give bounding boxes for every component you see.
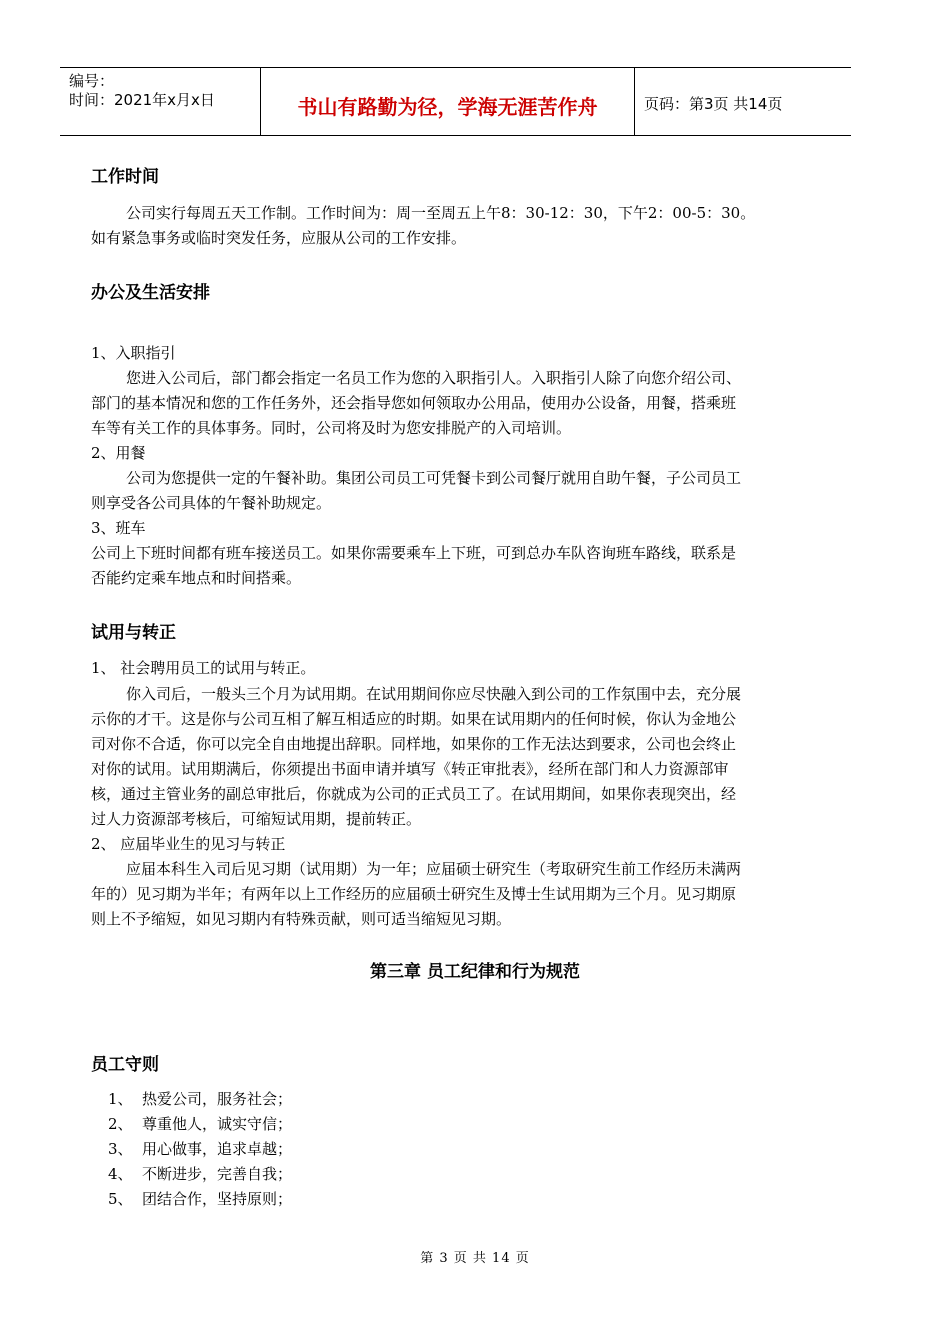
paragraph-line: 过人力资源部考核后，可缩短试用期，提前转正。 xyxy=(91,810,422,828)
paragraph-line: 部门的基本情况和您的工作任务外，还会指导您如何领取办公用品，使用办公设备，用餐，搭乘班 xyxy=(91,394,737,412)
list-item-number: 3、 xyxy=(108,1140,133,1158)
paragraph-line: 您进入公司后，部门都会指定一名员工作为您的入职指引人。入职指引人除了向您介绍公司、 xyxy=(126,369,742,387)
page-header xyxy=(60,67,851,136)
paragraph-line: 司对你不合适，你可以完全自由地提出辞职。同样地，如果你的工作无法达到要求，公司也会终止 xyxy=(91,735,737,753)
item-title: 2、 应届毕业生的见习与转正 xyxy=(91,835,286,853)
list-item xyxy=(108,1114,292,1134)
list-item xyxy=(108,1089,292,1109)
paragraph-line: 示你的才干。这是你与公司互相了解互相适应的时期。如果在试用期内的任何时候，你认为金地公 xyxy=(91,710,737,728)
date-line: 时间：2021年x月x日 xyxy=(69,91,215,109)
list-item-text: 尊重他人，诚实守信； xyxy=(142,1115,293,1133)
list-item-text: 用心做事，追求卓越； xyxy=(142,1140,293,1158)
item-title: 2、用餐 xyxy=(91,444,146,462)
list-item-text: 团结合作，坚持原则； xyxy=(142,1190,293,1208)
item-title: 1、 社会聘用员工的试用与转正。 xyxy=(91,659,316,677)
list-item xyxy=(108,1139,292,1159)
list-item-number: 5、 xyxy=(108,1190,133,1208)
list-item xyxy=(108,1164,292,1184)
paragraph-line: 对你的试用。试用期满后，你须提出书面申请并填写《转正审批表》，经所在部门和人力资源部审 xyxy=(91,760,729,778)
paragraph-line: 车等有关工作的具体事务。同时，公司将及时为您安排脱产的入司培训。 xyxy=(91,419,572,437)
list-item-text: 热爱公司，服务社会； xyxy=(142,1090,293,1108)
list-item-number: 2、 xyxy=(108,1115,133,1133)
paragraph-line: 否能约定乘车地点和时间搭乘。 xyxy=(91,569,302,587)
paragraph-line: 公司为您提供一定的午餐补助。集团公司员工可凭餐卡到公司餐厅就用自助午餐，子公司员工 xyxy=(126,469,742,487)
paragraph-line: 年的）见习期为半年；有两年以上工作经历的应届硕士研究生及博士生试用期为三个月。见习期原 xyxy=(91,885,737,903)
chapter-title: 第三章 员工纪律和行为规范 xyxy=(370,962,580,982)
item-title: 1、入职指引 xyxy=(91,344,176,362)
paragraph-line: 公司实行每周五天工作制。工作时间为：周一至周五上午8：30-12：30，下午2：00-5：30。 xyxy=(126,204,756,222)
header-meta xyxy=(69,72,215,110)
section-title-code: 员工守则 xyxy=(91,1055,159,1075)
header-page-info: 页码：第3页 共14页 xyxy=(644,95,783,113)
header-motto: 书山有路勤为径，学海无涯苦作舟 xyxy=(297,95,598,119)
item-title: 3、班车 xyxy=(91,519,146,537)
list-item-number: 1、 xyxy=(108,1090,133,1108)
paragraph-line: 公司上下班时间都有班车接送员工。如果你需要乘车上下班，可到总办车队咨询班车路线，联系是 xyxy=(91,544,737,562)
list-item-text: 不断进步，完善自我； xyxy=(142,1165,293,1183)
section-title-office: 办公及生活安排 xyxy=(91,283,210,303)
header-divider xyxy=(634,68,635,135)
list-item xyxy=(108,1189,292,1209)
paragraph-line: 你入司后，一般头三个月为试用期。在试用期间你应尽快融入到公司的工作氛围中去，充分展 xyxy=(126,685,742,703)
page-footer: 第 3 页 共 14 页 xyxy=(420,1251,530,1266)
paragraph-line: 应届本科生入司后见习期（试用期）为一年；应届硕士研究生（考取研究生前工作经历未满两 xyxy=(126,860,742,878)
section-title-work-time: 工作时间 xyxy=(91,167,159,187)
serial-label: 编号： xyxy=(69,72,115,90)
section-title-probation: 试用与转正 xyxy=(91,623,176,643)
paragraph-line: 则享受各公司具体的午餐补助规定。 xyxy=(91,494,332,512)
paragraph-line: 核，通过主管业务的副总审批后，你就成为公司的正式员工了。在试用期间，如果你表现突出，经 xyxy=(91,785,737,803)
paragraph-line: 则上不予缩短，如见习期内有特殊贡献，则可适当缩短见习期。 xyxy=(91,910,512,928)
paragraph-line: 如有紧急事务或临时突发任务，应服从公司的工作安排。 xyxy=(91,229,467,247)
list-item-number: 4、 xyxy=(108,1165,133,1183)
